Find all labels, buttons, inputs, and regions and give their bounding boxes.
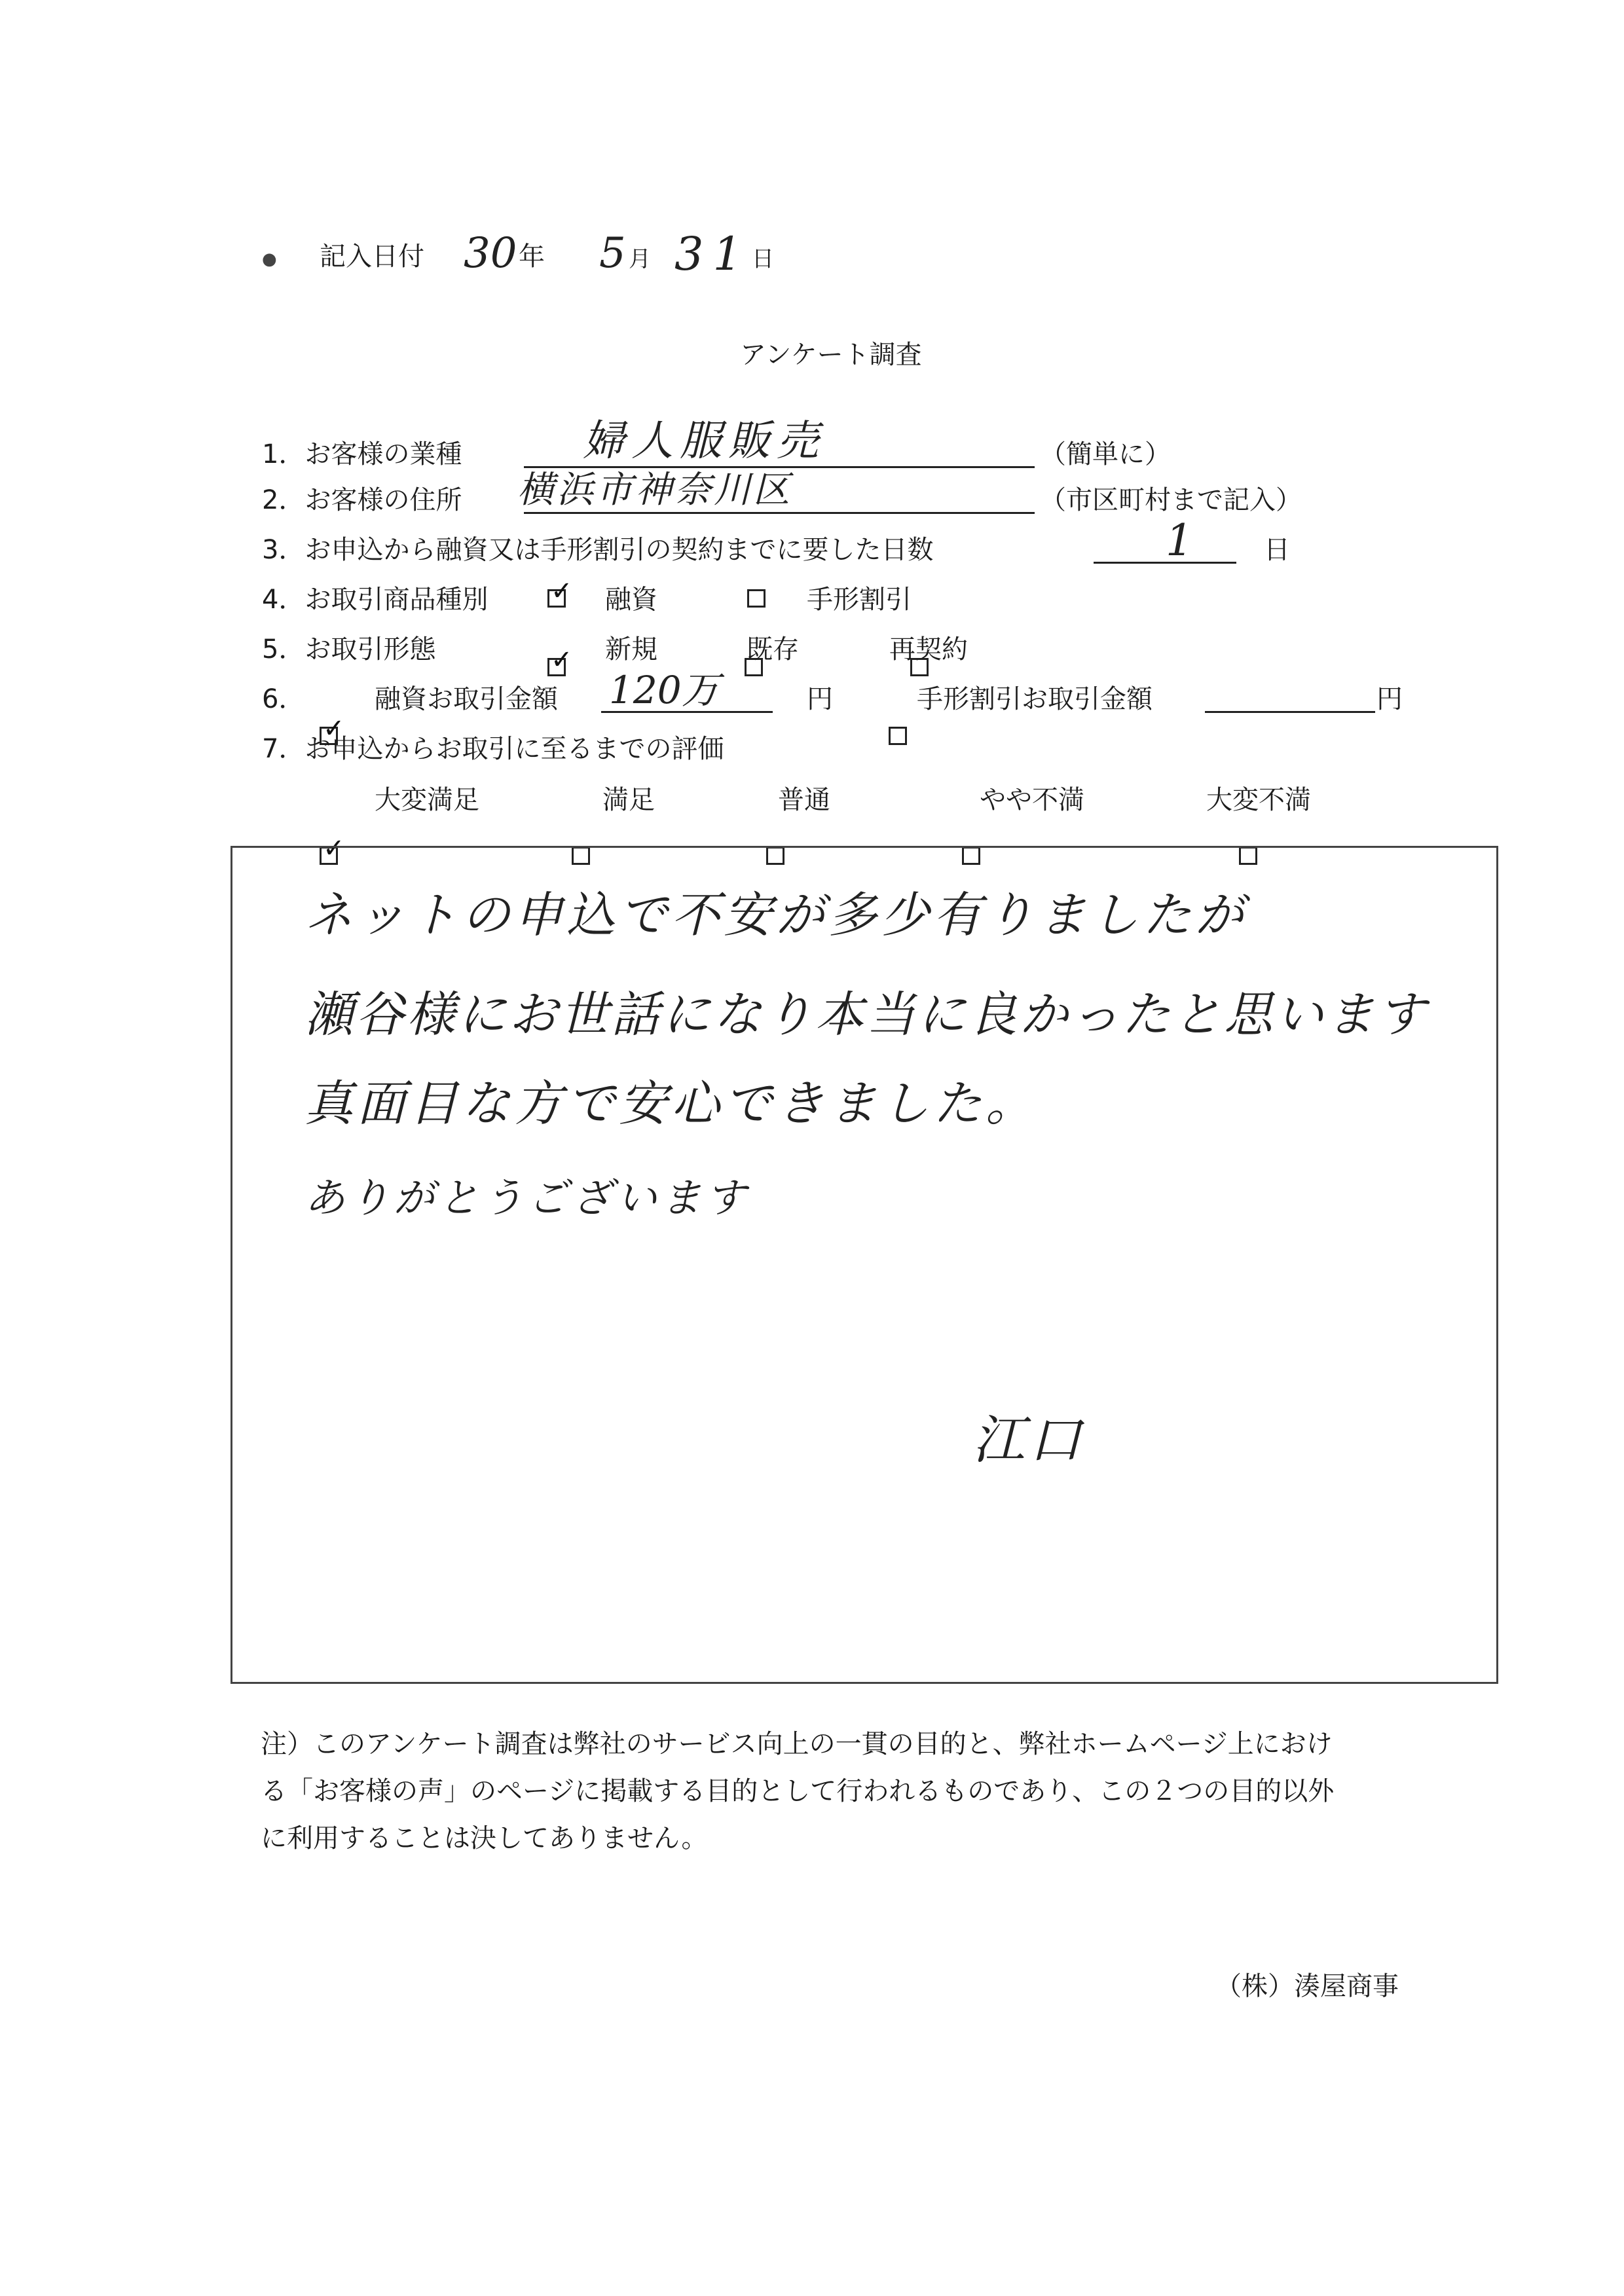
- q6-yen-2: 円: [1376, 684, 1403, 714]
- q3-label: 3．お申込から融資又は手形割引の契約までに要した日数: [262, 535, 934, 565]
- q1-answer-line: [524, 466, 1035, 468]
- q7-option-normal-label: 普通: [778, 785, 830, 815]
- company-name: （株）湊屋商事: [1215, 1971, 1399, 2001]
- q5-option-new-label: 新規: [605, 634, 657, 665]
- q7-option-very-dissatisfied-label: 大変不満: [1206, 785, 1311, 815]
- q7-option-very-satisfied-label: 大変満足: [375, 785, 479, 815]
- page-title: アンケート調査: [740, 340, 922, 370]
- q2-label: 2．お客様の住所: [262, 485, 462, 515]
- q5-option-recontract-label: 再契約: [889, 634, 968, 665]
- q2-suffix: （市区町村まで記入）: [1040, 485, 1302, 515]
- q7-label: 7．お申込からお取引に至るまでの評価: [262, 734, 724, 764]
- date-year-value: 30: [464, 229, 517, 278]
- footnote-line-3: に利用することは決してありません。: [261, 1823, 708, 1853]
- date-label: 記入日付: [320, 242, 424, 272]
- q1-label: 1．お客様の業種: [262, 439, 462, 469]
- comment-box: [231, 846, 1498, 1684]
- q1-answer: 婦人服販売: [583, 417, 825, 465]
- footnote-line-2: る「お客様の声」のページに掲載する目的として行われるものであり、この２つの目的以外: [261, 1776, 1335, 1806]
- comment-line-2: 瀬谷様にお世話になり本当に良かったと思います: [304, 987, 1428, 1043]
- comment-line-3: 真面目な方で安心できました。: [304, 1076, 1038, 1132]
- q6-bill-amount-line: [1205, 711, 1375, 713]
- q4-label: 4．お取引商品種別: [262, 585, 489, 615]
- date-year-unit: 年: [519, 242, 545, 272]
- q4-option-loan-checkbox[interactable]: [547, 589, 566, 608]
- q1-suffix: （簡単に）: [1040, 439, 1171, 469]
- date-month-value: 5: [599, 229, 626, 278]
- q6-yen-1: 円: [807, 684, 833, 714]
- q4-option-loan-label: 融資: [605, 585, 657, 615]
- q3-answer-line: [1094, 562, 1236, 564]
- q6-bill-checkbox[interactable]: [889, 727, 907, 745]
- q7-option-somewhat-dissatisfied-label: やや不満: [980, 785, 1084, 815]
- q3-suffix: 日: [1264, 535, 1290, 565]
- comment-line-4: ありがとうございます: [304, 1174, 750, 1222]
- q6-loan-label: 融資お取引金額: [375, 684, 558, 714]
- date-month-unit: 月: [629, 246, 651, 272]
- q6-loan-amount: 120万: [609, 668, 720, 712]
- q2-answer: 横浜市神奈川区: [517, 469, 792, 511]
- q6-bill-label: 手形割引お取引金額: [917, 684, 1153, 714]
- comment-signature: 江口: [972, 1410, 1085, 1470]
- footnote-line-1: 注）このアンケート調査は弊社のサービス向上の一貫の目的と、弊社ホームページ上におけ: [261, 1729, 1333, 1759]
- q4-option-bill-checkbox[interactable]: [747, 589, 766, 608]
- q3-answer: 1: [1166, 515, 1193, 566]
- date-day-value: 31: [674, 227, 752, 281]
- q5-option-new-checkbox[interactable]: [547, 658, 566, 676]
- date-day-unit: 日: [752, 246, 774, 272]
- comment-line-1: ネットの申込で不安が多少有りましたが: [304, 887, 1247, 943]
- bullet-icon: ●: [262, 249, 277, 269]
- q6-number: 6．: [262, 684, 305, 714]
- q7-option-satisfied-label: 満足: [602, 785, 655, 815]
- q2-answer-line: [524, 512, 1035, 514]
- q5-label: 5．お取引形態: [262, 634, 436, 665]
- q4-option-bill-label: 手形割引: [807, 585, 912, 615]
- q5-option-existing-label: 既存: [747, 634, 799, 665]
